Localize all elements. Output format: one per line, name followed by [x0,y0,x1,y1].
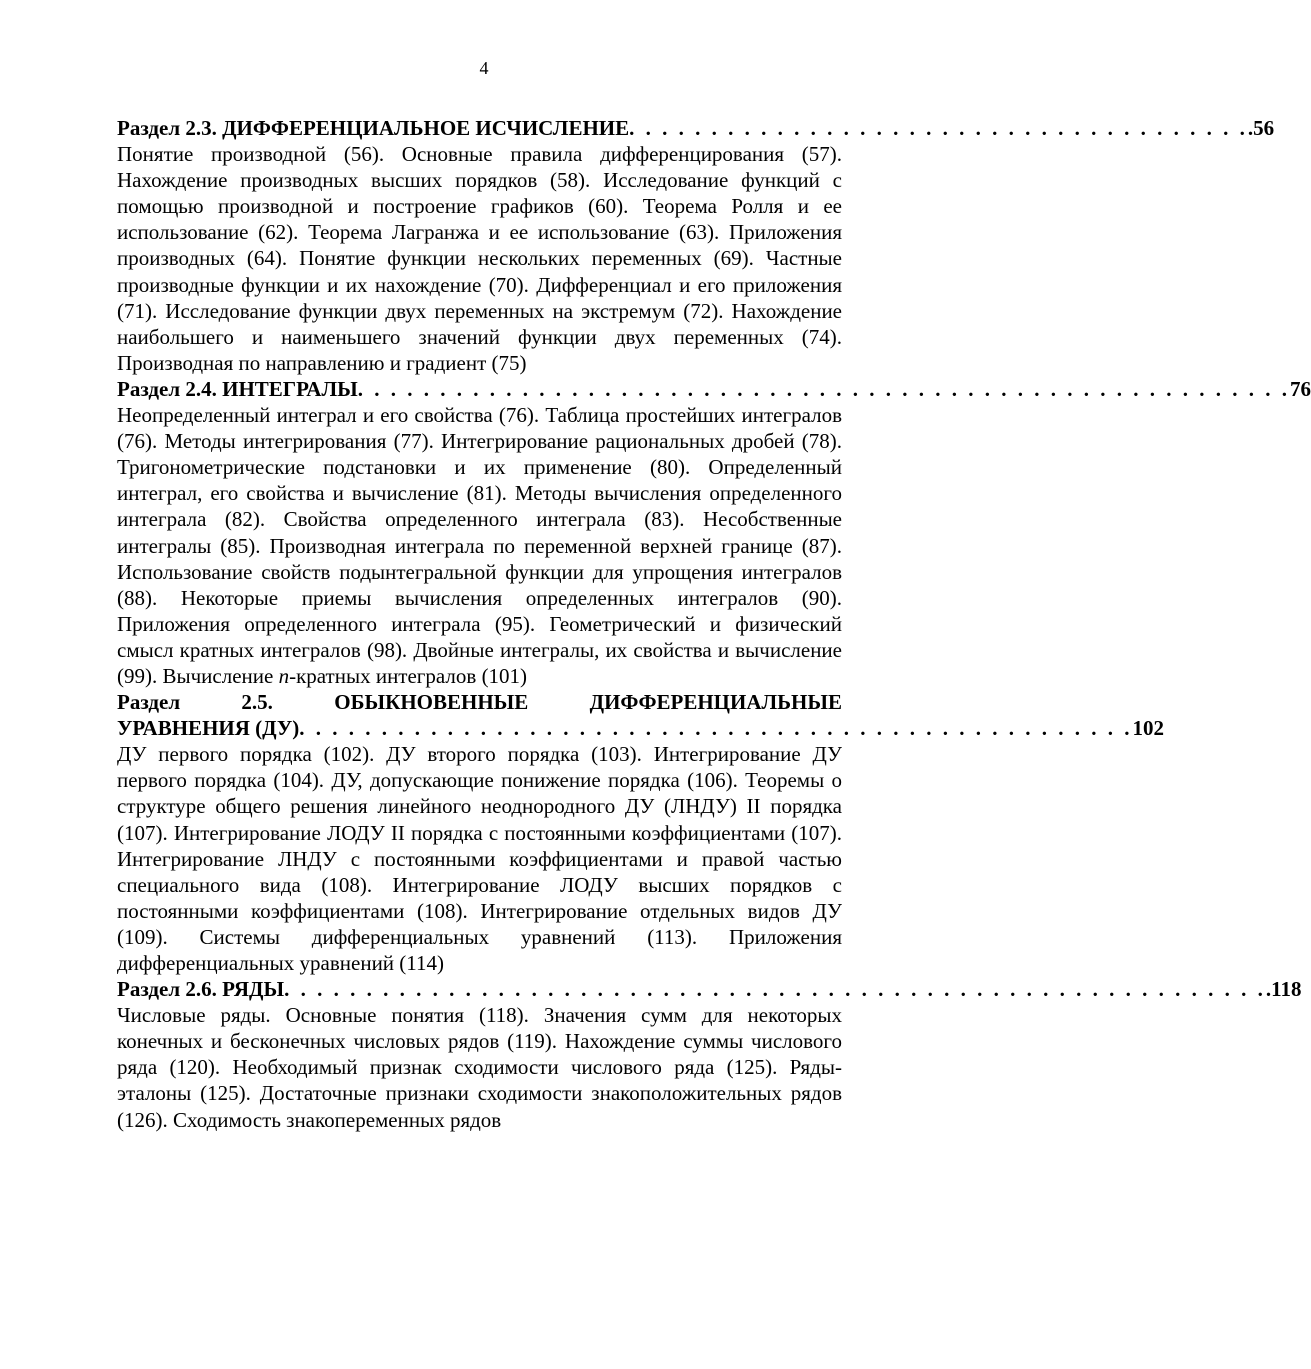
section-heading-2-6 [117,976,1302,1002]
section-title: Раздел 2.6. РЯДЫ [117,977,285,1002]
section-title: Раздел 2.3. ДИФФЕРЕНЦИАЛЬНОЕ ИСЧИСЛЕНИЕ [117,116,630,140]
leader-dots: . . . . . . . . . . . . . . . . . . . . . . . . . . . . . . . . . . . . . . [629,116,1248,140]
section-page-number: 76 [1289,376,1311,401]
leader-dots: . . . . . . . . . . . . . . . . . . . . . . . . . . . . . . . . . . . . . . . . . . . . . . . . . . . [299,716,1133,741]
section-heading-2-5-line2 [117,715,1165,741]
section-heading-2-4 [117,376,1311,402]
table-of-contents [117,115,1311,1133]
section-title-continued: УРАВНЕНИЯ (ДУ) [117,716,300,741]
section-description-2-4 [117,402,842,689]
section-title: Раздел 2.4. ИНТЕГРАЛЫ [117,376,358,401]
section-title: Раздел 2.5. ОБЫКНОВЕННЫЕ ДИФФЕРЕНЦИАЛЬНЫЕ [117,690,842,715]
section-description-2-5: ДУ первого порядка (102). ДУ второго порядка (103). Интегрирование ДУ первого порядка (104). ДУ, допускающие понижение порядка (106). Теоремы о структуре общего решения линейного неоднородного ДУ (ЛНДУ) II порядка (107). Интегрирование ЛОДУ II порядка с постоянными коэффициентами (107). Интегрирование ЛНДУ с постоянными коэффициентами и правой частью специального вида (108). Интегрирование ЛОДУ высших порядков с постоянными коэффициентами (108). Интегрирование отдельных видов ДУ (109). Системы дифференциальных уравнений (113). Приложения дифференциальных уравнений (114) [117,742,842,975]
section-description-2-3: Понятие производной (56). Основные правила дифференцирования (57). Нахождение производных высших порядков (58). Исследование функций с помощью производной и построение графиков (60). Теорема Ролля и ее использование (62). Теорема Лагранжа и ее использование (63). Приложения производных (64). Понятие функции нескольких переменных (69). Частные производные функции и их нахождение (70). Дифференциал и его приложения (71). Исследование функции двух переменных на экстремум (72). Нахождение наибольшего и наименьшего значений функции двух переменных (74). Производная по направлению и градиент (75) [117,142,842,375]
section-description-tail: -кратных интегралов (101) [289,663,528,688]
page-number: 4 [479,58,489,78]
section-heading-2-3 [117,115,1275,141]
leader-dots: . . . . . . . . . . . . . . . . . . . . . . . . . . . . . . . . . . . . . . . . . . . . . . . . . . . . . . . . . [357,376,1290,401]
section-heading-2-5 [117,689,842,715]
section-page-number: .118 [1265,977,1302,1002]
section-page-number: .56 [1247,116,1275,140]
section-description-2-6: Числовые ряды. Основные понятия (118). Значения сумм для некоторых конечных и бесконечных числовых рядов (119). Нахождение суммы числового ряда (120). Необходимый признак сходимости числового ряда (125). Ряды-эталоны (125). Достаточные признаки сходимости знакоположительных рядов (126). Сходимость знакопеременных рядов [117,1003,842,1132]
section-description-text: Неопределенный интеграл и его свойства (76). Таблица простейших интегралов (76). Методы интегрирования (77). Интегрирование рациональных дробей (78). Тригонометрические подстановки и их применение (80). Определенный интеграл, его свойства и вычисление (81). Методы вычисления определенного интеграла (82). Свойства определенного интеграла (83). Несобственные интегралы (85). Производная интеграла по переменной верхней границе (87). Использование свойств подынтегральной функции для упрощения интегралов (88). Некоторые приемы вычисления определенных интегралов (90). Приложения определенного интеграла (95). Геометрический и физический смысл кратных интегралов (98). Двойные интегралы, их свойства и вычисление (99). Вычисление [117,403,842,688]
italic-variable: n [278,663,290,688]
leader-dots: . . . . . . . . . . . . . . . . . . . . . . . . . . . . . . . . . . . . . . . . . . . . . . . . . . . . . . . . . . . . [284,977,1266,1002]
section-page-number: 102 [1132,716,1165,741]
